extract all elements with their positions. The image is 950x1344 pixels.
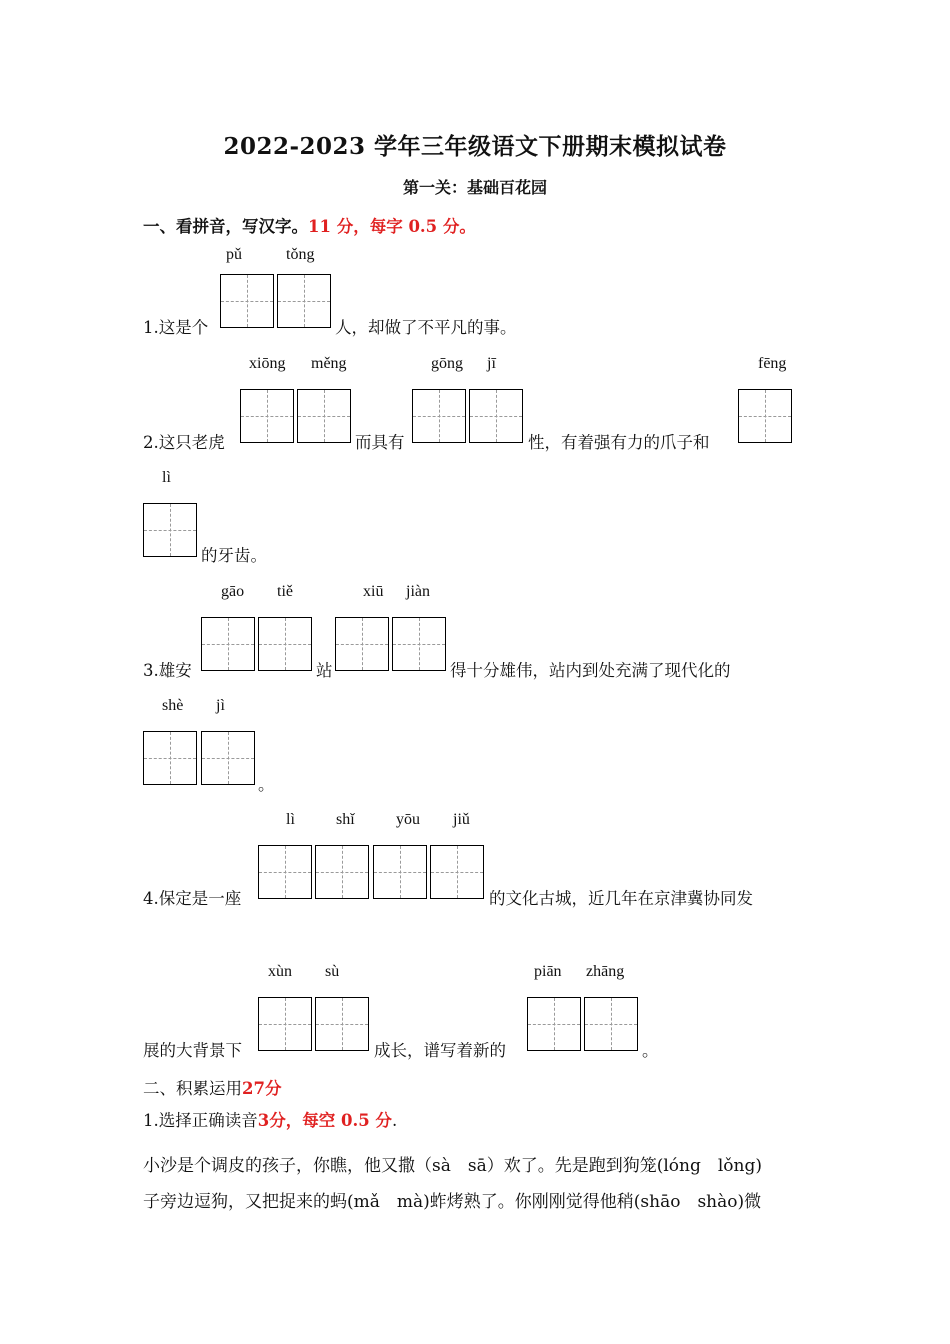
section-subtitle: 第一关：基础百花园 (402, 178, 547, 197)
q4-text-mid1: 的文化古城，近几年在京津冀协同发 (489, 889, 753, 908)
q2-pinyin-4: jī (487, 355, 496, 372)
q4-pinyin-2: shǐ (336, 811, 355, 828)
passage-line-2: 子旁边逗狗，又把捉来的蚂(mǎ mà)蚱烤熟了。你刚刚觉得他稍(shāo shào)微 (143, 1192, 762, 1212)
q3-text-before: 3.雄安 (143, 661, 192, 680)
q1-answer-box-2[interactable] (277, 274, 331, 328)
q3-pinyin-6: jì (216, 697, 225, 714)
section1-label-overlay: 一、看拼音，写汉字。 (143, 217, 308, 236)
q3-answer-box-6[interactable] (201, 731, 255, 785)
q2-answer-box-1[interactable] (240, 389, 294, 443)
q4-answer-box-5[interactable] (258, 997, 312, 1051)
q2-1-score: 3分，每空 0.5 分 (257, 1111, 392, 1130)
q4-pinyin-1: lì (286, 811, 295, 828)
q3-pinyin-3: xiū (363, 583, 384, 600)
q1-answer-box-1[interactable] (220, 274, 274, 328)
q1-text-after: 人，却做了不平凡的事。 (335, 318, 517, 337)
q2-pinyin-6: lì (162, 469, 171, 486)
q2-1-period: . (391, 1111, 398, 1130)
q4-pinyin-7: piān (534, 963, 562, 980)
q3-pinyin-2: tiě (277, 583, 293, 600)
q2-answer-box-2[interactable] (297, 389, 351, 443)
section2-score: 27分 (242, 1079, 282, 1098)
q4-text-line2-before: 展的大背景下 (143, 1041, 242, 1060)
q1-pinyin-2: tǒng (286, 246, 315, 263)
q3-pinyin-4: jiàn (406, 583, 430, 600)
q4-pinyin-3: yōu (396, 811, 420, 828)
q4-answer-box-8[interactable] (584, 997, 638, 1051)
q3-text-mid1: 站 (316, 661, 333, 680)
q2-text-mid1: 而具有 (355, 433, 405, 452)
q4-answer-box-3[interactable] (373, 845, 427, 899)
q3-answer-box-1[interactable] (201, 617, 255, 671)
section1-score: 11 分，每字 0.5 分。 (308, 217, 476, 236)
section2-label: 二、积累运用 (143, 1079, 242, 1098)
q2-answer-box-5[interactable] (738, 389, 792, 443)
q4-answer-box-7[interactable] (527, 997, 581, 1051)
q3-answer-box-3[interactable] (335, 617, 389, 671)
q2-pinyin-5: fēng (758, 355, 787, 372)
q3-pinyin-1: gāo (221, 583, 245, 600)
q2-text-before: 2.这只老虎 (143, 433, 225, 452)
q2-answer-box-4[interactable] (469, 389, 523, 443)
q4-answer-box-2[interactable] (315, 845, 369, 899)
q2-1-label: 1.选择正确读音 (143, 1111, 258, 1130)
q4-answer-box-6[interactable] (315, 997, 369, 1051)
q4-text-before: 4.保定是一座 (143, 889, 242, 908)
q2-pinyin-1: xiōng (249, 355, 286, 372)
q4-answer-box-1[interactable] (258, 845, 312, 899)
page-title: 2022-2023 学年三年级语文下册期末模拟试卷 (223, 133, 727, 160)
q2-pinyin-2: měng (311, 355, 347, 372)
q2-1-heading (143, 1107, 397, 1131)
q4-pinyin-8: zhāng (586, 963, 625, 980)
q4-pinyin-4: jiǔ (453, 811, 470, 828)
q1-pinyin-1: pǔ (226, 246, 242, 263)
q2-text-end: 的牙齿。 (201, 546, 267, 565)
q2-answer-box-6[interactable] (143, 503, 197, 557)
q2-pinyin-3: gōng (431, 355, 463, 372)
q3-answer-box-2[interactable] (258, 617, 312, 671)
q2-text-mid2: 性，有着强有力的爪子和 (528, 433, 710, 452)
q4-answer-box-4[interactable] (430, 845, 484, 899)
q3-answer-box-5[interactable] (143, 731, 197, 785)
q3-pinyin-5: shè (162, 697, 184, 714)
q4-text-end: 。 (642, 1041, 659, 1060)
passage-line-1: 小沙是个调皮的孩子，你瞧，他又撒（sà sā）欢了。先是跑到狗笼(lóng lǒng) (143, 1156, 762, 1176)
q1-text-before: 1.这是个 (143, 318, 209, 337)
section2-heading (143, 1075, 281, 1099)
q4-pinyin-5: xùn (268, 963, 292, 980)
q4-pinyin-6: sù (325, 963, 340, 980)
q3-answer-box-4[interactable] (392, 617, 446, 671)
q3-text-end: 。 (258, 775, 275, 794)
q3-text-mid2: 得十分雄伟，站内到处充满了现代化的 (450, 661, 731, 680)
q2-answer-box-3[interactable] (412, 389, 466, 443)
q4-text-line2-mid: 成长，谱写着新的 (374, 1041, 506, 1060)
